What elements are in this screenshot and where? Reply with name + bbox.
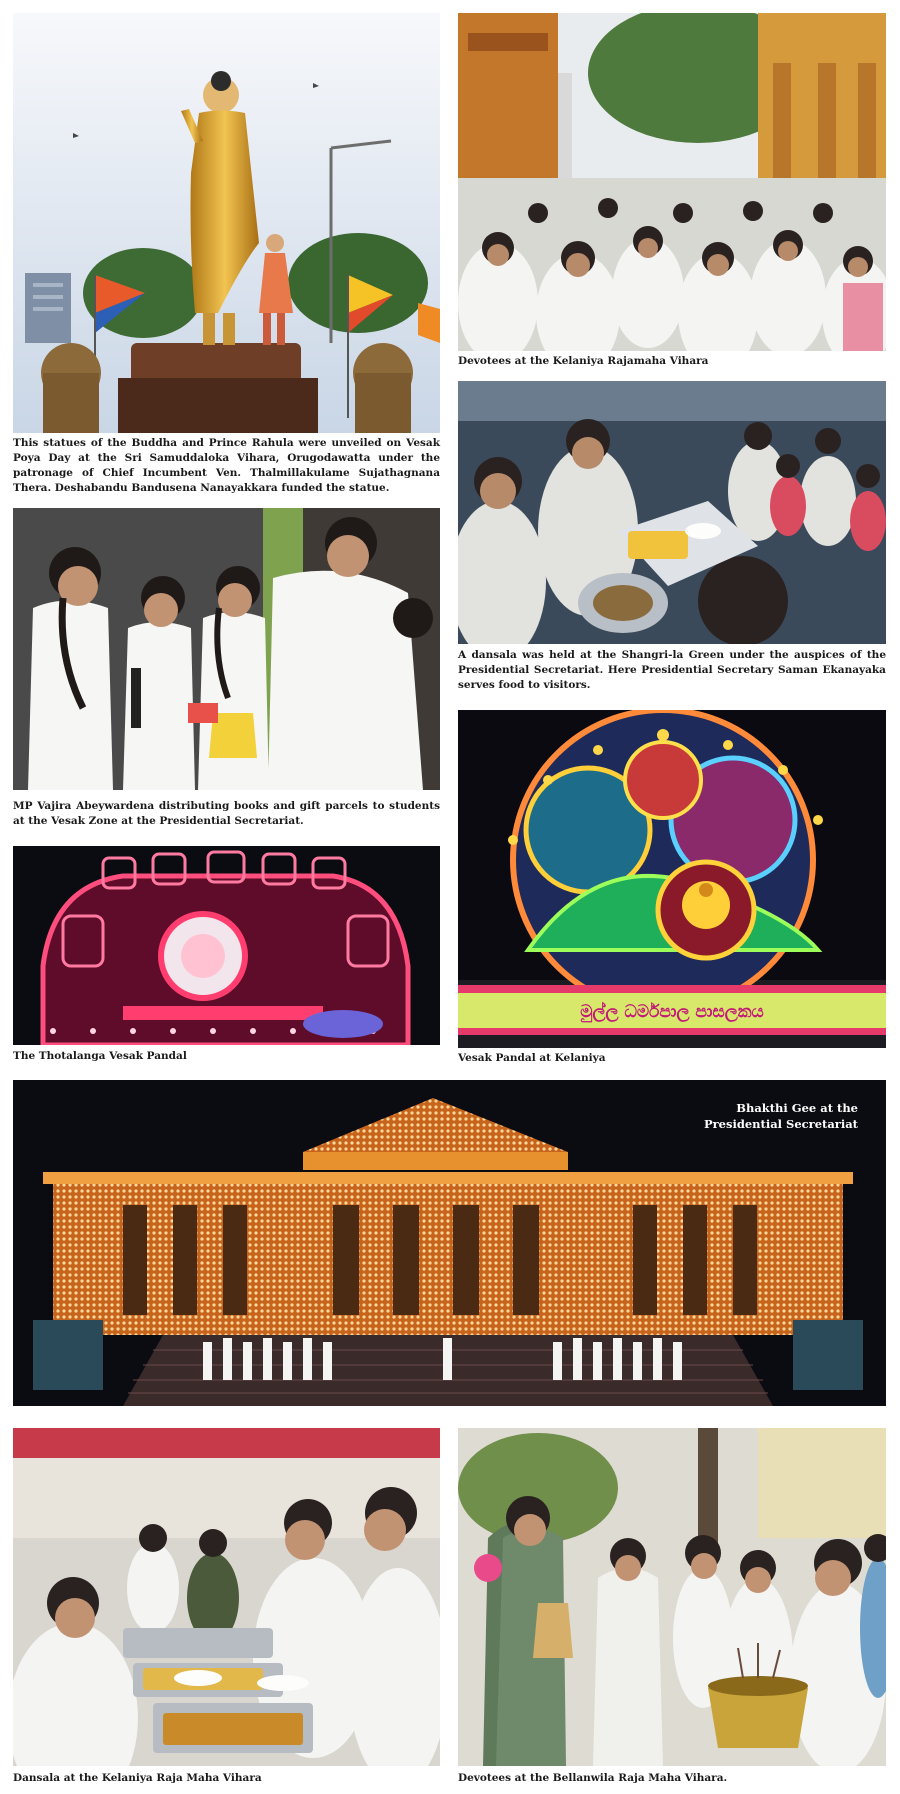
shangrila-dansala-photo	[458, 381, 886, 644]
buddha-statue-caption: This statues of the Buddha and Prince Rahula were unveiled on Vesak Poya Day at the Sri Samuddaloka Vihara, Orugodawatta under the patronage of Chief Incumbent Ven. Thalmillakulame Sujathagnana Thera. Deshabandu Bandusena Nanayakkara funded the statue.	[13, 437, 440, 494]
kelaniya-pandal-photo	[458, 710, 886, 1048]
shangrila-dansala-caption: A dansala was held at the Shangri-la Green under the auspices of the Presidential Secretariat. Here Presidential Secretary Saman Ekanayaka serves food to visitors.	[458, 649, 886, 691]
bellanwila-devotees-caption: Devotees at the Bellanwila Raja Maha Vihara.	[458, 1772, 728, 1784]
bhakthi-gee-overlay-caption	[704, 1100, 858, 1132]
mp-students-photo	[13, 508, 440, 790]
kelaniya-pandal-caption: Vesak Pandal at Kelaniya	[458, 1052, 606, 1064]
raja-maha-dansala-caption: Dansala at the Kelaniya Raja Maha Vihara	[13, 1772, 262, 1784]
raja-maha-dansala-photo	[13, 1428, 440, 1766]
pandal-sign-text: මුල්ල ධර්මපාල පාසලකය	[580, 1002, 764, 1022]
kelaniya-devotees-photo	[458, 13, 886, 351]
thotalanga-pandal-caption: The Thotalanga Vesak Pandal	[13, 1050, 187, 1062]
bhakthi-gee-photo	[13, 1080, 886, 1406]
buddha-statue-photo	[13, 13, 440, 433]
bhakthi-gee-overlay-text: Bhakthi Gee at the Presidential Secretariat	[703, 1101, 858, 1131]
kelaniya-devotees-caption: Devotees at the Kelaniya Rajamaha Vihara	[458, 355, 709, 367]
bellanwila-devotees-photo	[458, 1428, 886, 1766]
mp-students-caption: MP Vajira Abeywardena distributing books and gift parcels to students at the Vesak Zone at the Presidential Secretariat.	[13, 800, 440, 827]
thotalanga-pandal-photo	[13, 846, 440, 1045]
